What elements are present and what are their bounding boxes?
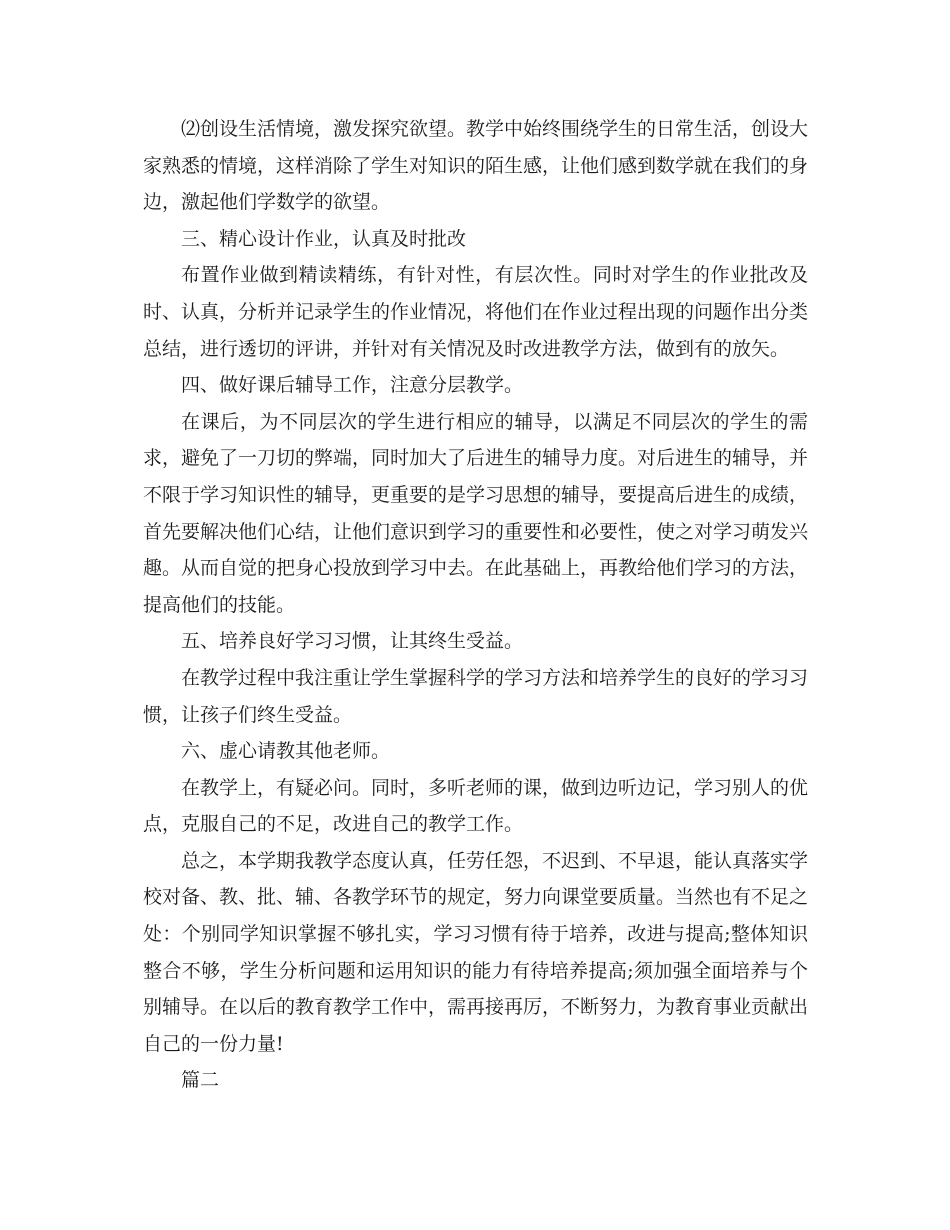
paragraph-ask-teachers: 在教学上，有疑必问。同时，多听老师的课，做到边听边记，学习别人的优点，克服自己的不足，改进自己的教学工作。 [143,776,809,836]
heading-section-four: 四、做好课后辅导工作，注意分层教学。 [181,374,524,397]
paragraph-create-situation: ⑵创设生活情境，激发探究欲望。教学中始终围绕学生的日常生活，创设大家熟悉的情境，这样消除了学生对知识的陌生感，让他们感到数学就在我们的身边，激起他们学数学的欲望。 [143,118,809,214]
heading-section-six: 六、虚心请教其他老师。 [181,740,391,763]
document-body [143,111,808,1099]
paragraph-tutoring: 在课后，为不同层次的学生进行相应的辅导，以满足不同层次的学生的需求，避免了一刀切的弊端，同时加大了后进生的辅导力度。对后进生的辅导，并不限于学习知识性的辅导，更重要的是学习思想的辅导，要提高后进生的成绩，首先要解决他们心结，让他们意识到学习的重要性和必要性，使之对学习萌发兴趣。从而自觉的把身心投放到学习中去。在此基础上，再教给他们学习的方法，提高他们的技能。 [143,410,809,616]
heading-section-three: 三、精心设计作业，认真及时批改 [181,227,467,250]
heading-part-two: 篇二 [181,1069,220,1092]
heading-section-five: 五、培养良好学习习惯，让其终生受益。 [181,630,524,653]
paragraph-study-habits: 在教学过程中我注重让学生掌握科学的学习方法和培养学生的良好的学习习惯，让孩子们终生受益。 [143,666,809,726]
paragraph-summary: 总之，本学期我教学态度认真，任劳任怨，不迟到、不早退，能认真落实学校对备、教、批、辅、各教学环节的规定，努力向课堂要质量。当然也有不足之处：个别同学知识掌握不够扎实，学习习惯有待于培养，改进与提高;整体知识整合不够，学生分析问题和运用知识的能力有待培养提高;须加强全面培养与个别辅导。在以后的教育教学工作中，需再接再厉，不断努力，为教育事业贡献出自己的一份力量! [143,849,809,1055]
paragraph-homework: 布置作业做到精读精练，有针对性，有层次性。同时对学生的作业批改及时、认真，分析并记录学生的作业情况，将他们在作业过程出现的问题作出分类总结，进行透切的评讲，并针对有关情况及时改进教学方法，做到有的放矢。 [143,264,809,360]
